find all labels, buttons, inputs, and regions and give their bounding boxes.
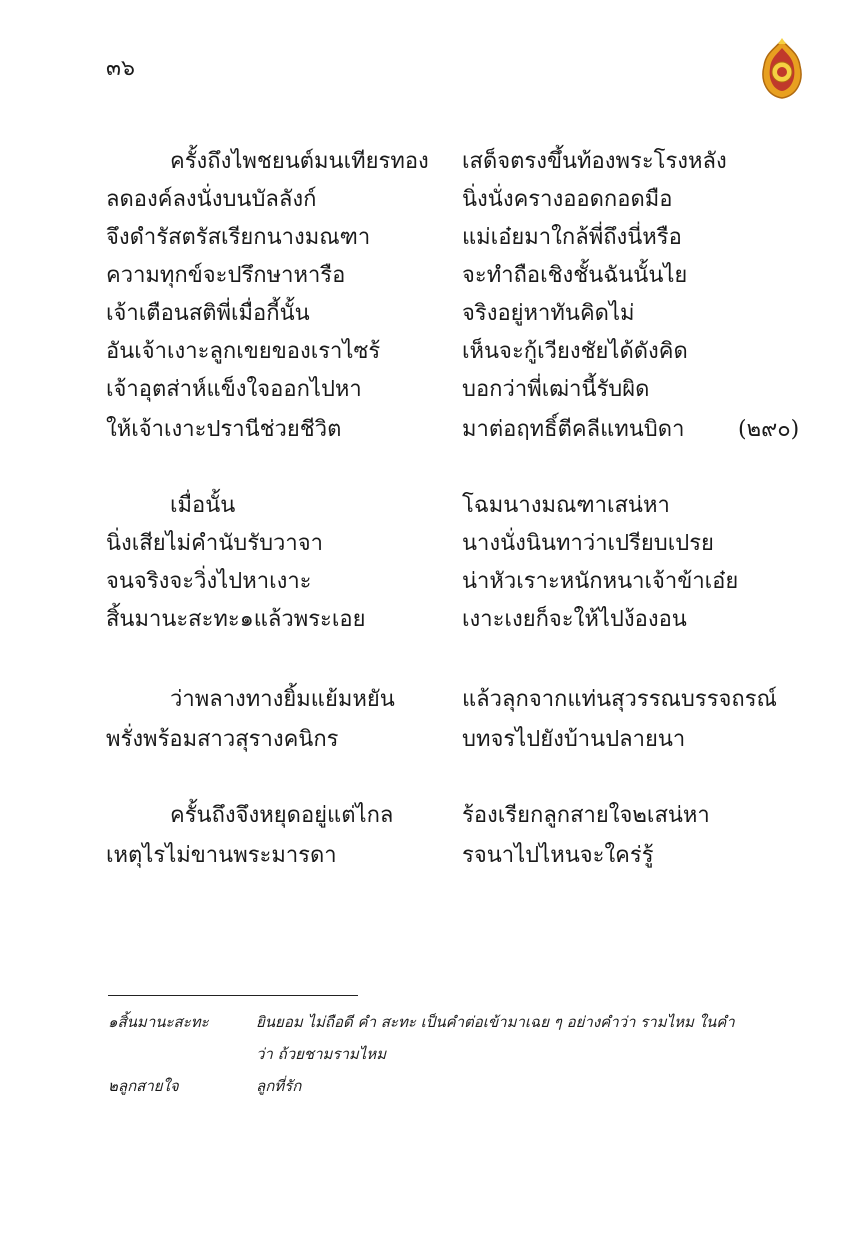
verse-line-left: เหตุไรไม่ขานพระมารดา [106, 843, 337, 868]
verse-line-left: เจ้าอุตส่าห์แข็งใจออกไปหา [106, 377, 362, 402]
footnote-definition: ยินยอม ไม่ถือดี คำ สะทะ เป็นคำต่อเข้ามาเฉย ๆ อย่างคำว่า รามไหม ในคำ [256, 1013, 735, 1031]
verse-line-left: นิ่งเสียไม่คำนับรับวาจา [106, 531, 323, 556]
footnote-term: ๒ลูกสายใจ [108, 1077, 179, 1095]
verse-line-left: อันเจ้าเงาะลูกเขยของเราไซร้ [106, 339, 381, 364]
verse-line-left: จนจริงจะวิ่งไปหาเงาะ [106, 569, 312, 594]
verse-line-right: แล้วลุกจากแท่นสุวรรณบรรจถรณ์ [462, 687, 777, 712]
page-number: ๓๖ [106, 56, 136, 81]
verse-line-left: สิ้นมานะสะทะ๑แล้วพระเอย [106, 607, 366, 632]
verse-line-right: เงาะเงยก็จะให้ไปง้องอน [462, 607, 687, 632]
footnote-divider [108, 995, 358, 996]
verse-line-left: ลดองค์ลงนั่งบนบัลลังก์ [106, 187, 317, 212]
verse-line-left: เมื่อนั้น [170, 493, 236, 518]
footnote-term: ๑สิ้นมานะสะทะ [108, 1013, 209, 1031]
verse-line-right: จริงอยู่หาทันคิดไม่ [462, 301, 635, 326]
verse-line-right: เสด็จตรงขึ้นท้องพระโรงหลัง [462, 149, 727, 174]
verse-line-right: นางนั่งนินทาว่าเปรียบเปรย [462, 531, 714, 556]
footnote-definition: ลูกที่รัก [256, 1077, 302, 1095]
verse-line-left: ให้เจ้าเงาะปรานีช่วยชีวิต [106, 417, 342, 442]
verse-line-right: โฉมนางมณฑาเสน่หา [462, 493, 670, 518]
verse-line-left: ว่าพลางทางยิ้มแย้มหยัน [170, 687, 395, 712]
verse-line-right: ร้องเรียกลูกสายใจ๒เสน่หา [462, 803, 710, 828]
verse-line-right: รจนาไปไหนจะใคร่รู้ [462, 843, 654, 868]
verse-line-right: บอกว่าพี่เฒ่านี้รับผิด [462, 377, 650, 402]
verse-line-right: มาต่อฤทธิ์ตีคลีแทนบิดา [462, 417, 685, 442]
verse-line-left: ความทุกข์จะปรึกษาหารือ [106, 263, 346, 288]
verse-line-right: น่าหัวเราะหนักหนาเจ้าข้าเอ๋ย [462, 569, 739, 594]
verse-line-right: แม่เอ๋ยมาใกล้พี่ถึงนี่หรือ [462, 225, 682, 250]
verse-line-left: จึงดำรัสตรัสเรียกนางมณฑา [106, 225, 371, 250]
footnote-definition-continuation: ว่า ถ้วยชามรามไหม [256, 1045, 387, 1063]
verse-line-right: จะทำถือเชิงชั้นฉันนั้นไย [462, 263, 688, 288]
verse-line-right: บทจรไปยังบ้านปลายนา [462, 727, 686, 752]
verse-line-right: นิ่งนั่งครางออดกอดมือ [462, 187, 673, 212]
verse-line-left: เจ้าเตือนสติพี่เมื่อกี้นั้น [106, 301, 310, 326]
verse-line-left: ครั้นถึงจึงหยุดอยู่แต่ไกล [170, 803, 394, 828]
verse-line-right: เห็นจะกู้เวียงชัยได้ดังคิด [462, 339, 688, 364]
verse-line-left: พรั่งพร้อมสาวสุรางคนิกร [106, 727, 339, 752]
verse-number: (๒๙๐) [738, 417, 800, 442]
verse-line-left: ครั้งถึงไพชยนต์มนเทียรทอง [170, 149, 429, 174]
royal-emblem-icon [758, 38, 806, 100]
